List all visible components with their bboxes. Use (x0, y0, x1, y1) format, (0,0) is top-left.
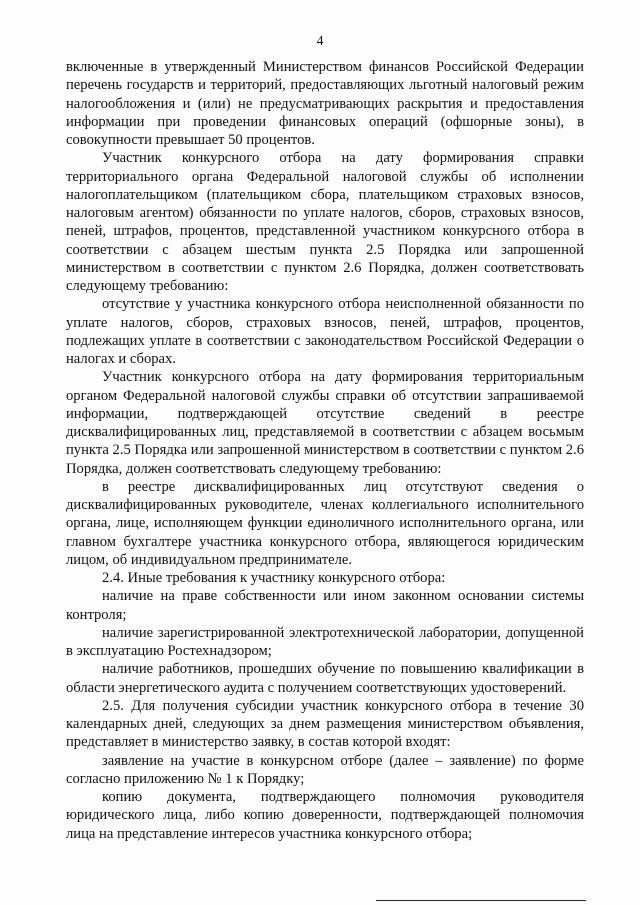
paragraph: отсутствие у участника конкурсного отбора неисполненной обязанности по уплате налогов, сборов, страховых взносов, пеней, штрафов, процентов, подлежащих уплате в соответствии с законодательством Российской Федерации о налогах и сборах. (66, 296, 584, 367)
paragraph: в реестре дисквалифицированных лиц отсутствуют сведения о дисквалифицированных руководителе, членах коллегиального исполнительного органа, лице, исполняющем функции единоличного исполнительного органа, или главном бухгалтере участника конкурсного отбора, являющегося юридическим лицом, об индивидуальном предпринимателе. (66, 478, 584, 568)
paragraph: Участник конкурсного отбора на дату формирования территориальным органом Федеральной налоговой службы справки об отсутствии запрашиваемой информации, подтверждающей отсутствие сведений в реестре дисквалифицированных лиц, представляемой в соответствии с абзацем восьмым пункта 2.5 Порядка или запрошенной министерством в соответствии с пунктом 2.6 Порядка, должен соответствовать следующему требованию: (66, 369, 584, 477)
paragraph: копию документа, подтверждающего полномочия руководителя юридического лица, либо копию доверенности, подтверждающей полномочия лица на представление интересов участника конкурсного отбора; (66, 789, 584, 842)
paragraph: 2.5. Для получения субсидии участник конкурсного отбора в течение 30 календарных дней, следующих за днем размещения министерством объявления, представляет в министерство заявку, в состав которой входят: (66, 697, 584, 751)
document-body (66, 58, 584, 843)
paragraph: наличие зарегистрированной электротехнической лаборатории, допущенной в эксплуатацию Ростехнадзором; (66, 624, 584, 659)
page-number: 4 (316, 34, 324, 49)
paragraph: наличие работников, прошедших обучение по повышению квалификации в области энергетического аудита с получением соответствующих удостоверений. (66, 661, 584, 696)
paragraph: Участник конкурсного отбора на дату формирования справки территориального органа Федеральной налоговой службы об исполнении налогоплательщиком (плательщиком сбора, плательщиком страховых взносов, налоговым агентом) обязанности по уплате налогов, сборов, страховых взносов, пеней, штрафов, процентов, представленной участником конкурсного отбора в соответствии с абзацем шестым пункта 2.5 Порядка или запрошенной министерством в соответствии с пунктом 2.6 Порядка, должен соответствовать следующему требованию: (66, 150, 584, 294)
paragraph: включенные в утвержденный Министерством финансов Российской Федерации перечень государств и территорий, предоставляющих льготный налоговый режим налогообложения и (или) не предусматривающих раскрытия и предоставления информации при проведении финансовых операций (офшорные зоны), в совокупности превышает 50 процентов. (66, 59, 584, 148)
footer-rule (376, 900, 586, 901)
paragraph: заявление на участие в конкурсном отборе (далее – заявление) по форме согласно приложению № 1 к Порядку; (66, 752, 584, 787)
paragraph: наличие на праве собственности или ином законном основании системы контроля; (66, 588, 584, 623)
paragraph: 2.4. Иные требования к участнику конкурсного отбора: (102, 570, 446, 586)
